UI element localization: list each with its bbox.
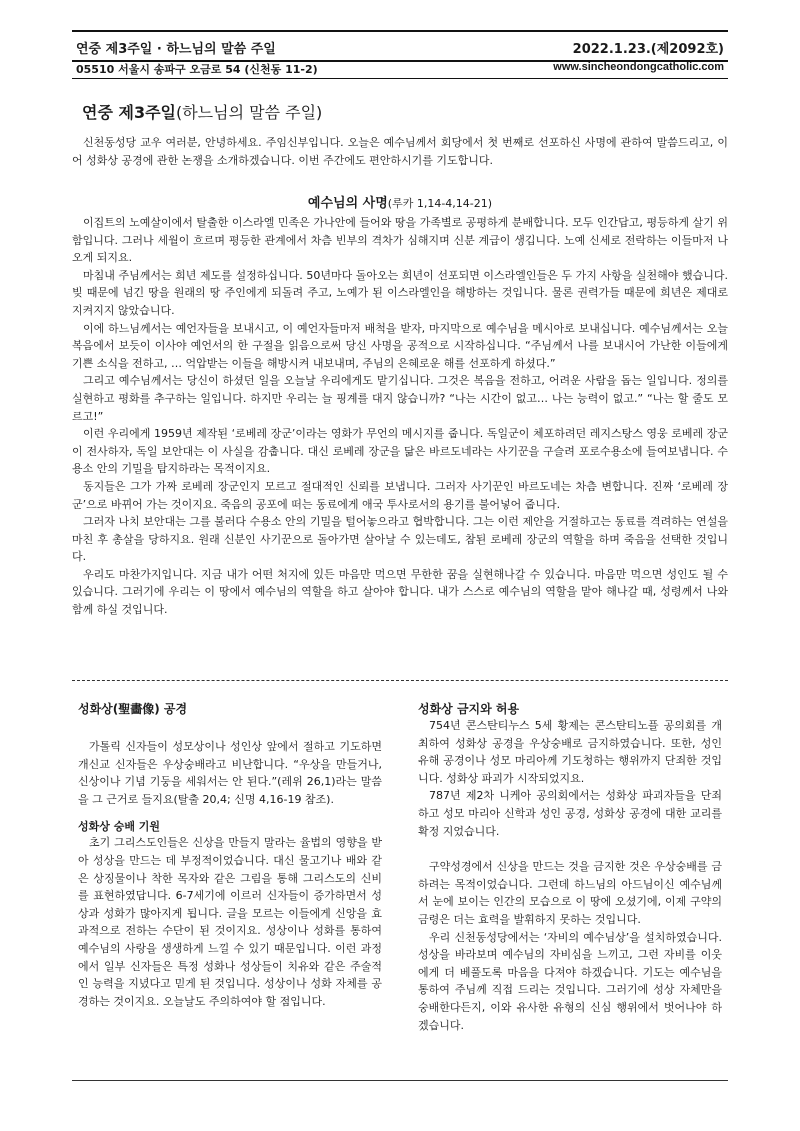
sermon-paragraph: 그리고 예수님께서는 당신이 하셨던 일을 오늘날 우리에게도 맡기십니다. 그것은 복음을 전하고, 어려운 사람을 돕는 일입니다. 정의를 실현하고 평화를 추구하는 일입니다. 하지만 우리는 늘 핑계를 대지 않습니까? “나는 시간이 없고… 나는 능력이 없고.” “나는 할 줄도 모르고!” — [72, 374, 728, 423]
icon-veneration-title: 성화상(聖畵像) 공경 — [78, 702, 188, 716]
sermon-paragraph: 이런 우리에게 1959년 제작된 ‘로베레 장군’이라는 영화가 무언의 메시지를 줍니다. 독일군이 체포하려던 레지스탕스 영웅 로베레 장군이 전사하자, 독일 보안대는 이 사실을 감춥니다. 대신 로베레 장군을 닮은 바르도네라는 사기꾼을 구슬려 포로수용소에 들여보냅니다. 수용소 안의 기밀을 탐지하라는 목적이지요. — [72, 427, 728, 476]
sermon-paragraph: 이에 하느님께서는 예언자들을 보내시고, 이 예언자들마저 배척을 받자, 마지막으로 예수님을 메시아로 보내십니다. 예수님께서는 오늘 복음에서 보듯이 이사야 예언서의 한 구절을 읽음으로써 당신 사명을 공적으로 시작하십니다. “주님께서 나를 보내시어 가난한 이들에게 기쁜 소식을 전하고, … 억압받는 이들을 해방시켜 내보내며, 주님의 은혜로운 해를 선포하게 하셨다.” — [72, 321, 728, 370]
icon-ban-paragraph: 구약성경에서 신상을 만드는 것을 금지한 것은 우상숭배를 금하려는 목적이었습니다. 그런데 하느님의 아드님이신 예수님께서 눈에 보이는 인간의 모습으로 이 땅에 오셨기에, 이제 구약의 금령은 더는 효력을 발휘하지 못하는 것입니다. — [418, 860, 722, 926]
page-title-sub: (하느님의 말씀 주일) — [175, 103, 323, 122]
icon-origin-body: 초기 그리스도인들은 신상을 만들지 말라는 율법의 영향을 받아 성상을 만드는 데 부정적이었습니다. 대신 물고기나 배와 같은 상징물이나 착한 목자와 같은 그림을 통해 그리스도의 신비를 표현하였답니다. 6-7세기에 이르러 신자들이 증가하면서 성상과 성화가 많아지게 됩니다. 글을 모르는 이들에게 신앙을 효과적으로 전하는 수단이 된 것이지요. 성상이나 성화를 통하여 예수님의 사랑을 생생하게 느낄 수 있기 때문입니다. 이런 과정에서 일부 신자들은 특정 성화나 성상들이 치유와 같은 주술적인 능력을 지녔다고 믿게 된 것입니다. 성상이나 성화 자체를 공경하는 것이지요. 오늘날도 주의하여야 할 점입니다. — [78, 836, 382, 1008]
sermon-body — [72, 214, 728, 619]
sermon-paragraph: 그러자 나치 보안대는 그를 불러다 수용소 안의 기밀을 털어놓으라고 협박합니다. 그는 이런 제안을 거절하고는 동료를 격려하는 연설을 마친 후 총살을 당하지요. 원래 신분인 사기꾼으로 돌아가면 살아날 수 있는데도, 참된 로베레 장군의 역할을 하며 죽음을 선택한 것입니다. — [72, 515, 728, 564]
bottom-rule — [72, 1080, 728, 1081]
header-date: 2022.1.23.(제2092호) — [572, 42, 724, 57]
icon-veneration-column — [78, 700, 382, 1010]
intro-paragraph: 신천동성당 교우 여러분, 안녕하세요. 주임신부입니다. 오늘은 예수님께서 회당에서 첫 번째로 선포하신 사명에 관하여 말씀드리고, 이어 성화상 공경에 관한 논쟁을 소개하겠습니다. 이번 주간에도 편안하시기를 기도합니다. — [72, 136, 728, 167]
sermon-paragraph: 우리도 마찬가지입니다. 지금 내가 어떤 처지에 있든 마음만 먹으면 무한한 꿈을 실현해나갈 수 있습니다. 마음만 먹으면 성인도 될 수 있습니다. 그러기에 우리는 이 땅에서 예수님의 역할을 하고 살아야 합니다. 내가 스스로 예수님의 역할을 맡아 해나갈 때, 성령께서 나와 함께 하실 것입니다. — [72, 567, 728, 617]
sermon-reference: (루카 1,14-4,14-21) — [387, 197, 493, 210]
header-issue-title: 연중 제3주일 · 하느님의 말씀 주일 — [76, 42, 276, 57]
icon-ban-paragraph: 우리 신천동성당에서는 ‘자비의 예수님상’을 설치하였습니다. 성상을 바라보며 예수님의 자비심을 느끼고, 그런 자비를 이웃에게 더 베풀도록 마음을 다져야 하겠습니다. 기도는 예수님을 통하여 주님께 직접 드리는 것입니다. 그러기에 성상 자체만을 숭배한다든지, 이와 유사한 유형의 신심 행위에서 벗어나야 하겠습니다. — [418, 930, 722, 1032]
page-title-main: 연중 제3주일 — [82, 103, 176, 122]
icon-ban-paragraph: 787년 제2차 니케아 공의회에서는 성화상 파괴자들을 단죄하고 성모 마리아 신학과 성인 공경, 성화상 공경에 대한 교리를 확정 지었습니다. — [418, 789, 722, 838]
page-title — [82, 100, 322, 123]
section-divider — [72, 680, 728, 681]
icon-ban-title: 성화상 금지와 허용 — [418, 702, 520, 716]
icon-ban-paragraph: 754년 콘스탄티누스 5세 황제는 콘스탄티노플 공의회를 개최하여 성화상 공경을 우상숭배로 금지하였습니다. 또한, 성인 유해 공경이나 성모 마리아께 기도청하는 행위까지 단죄한 것입니다. 성화상 파괴가 시작되었지요. — [418, 719, 722, 785]
sermon-paragraph: 이집트의 노예살이에서 탈출한 이스라엘 민족은 가나안에 들어와 땅을 가족별로 공평하게 분배합니다. 모두 인간답고, 평등하게 살기 위함입니다. 그러나 세월이 흐르며 평등한 관계에서 차츰 빈부의 격차가 심해지며 신분 계급이 생깁니다. 노예 신세로 전락하는 이들마저 나오게 되지요. — [72, 216, 728, 265]
sermon-paragraph: 동지들은 그가 가짜 로베레 장군인지 모르고 절대적인 신뢰를 보냅니다. 그러자 사기꾼인 바르도네는 차츰 변합니다. 진짜 ‘로베레 장군’으로 바뀌어 가는 것이지요. 죽음의 공포에 떠는 동료에게 애국 투사로서의 용기를 불어넣어 줍니다. — [72, 479, 728, 511]
icon-ban-column — [418, 700, 722, 1034]
sermon-paragraph: 마침내 주님께서는 희년 제도를 설정하십니다. 50년마다 돌아오는 희년이 선포되면 이스라엘인들은 두 가지 사항을 실천해야 했습니다. 빚 때문에 넘긴 땅을 원래의 땅 주인에게 되돌려 주고, 노예가 된 이스라엘인을 해방하는 것입니다. 물론 권력가들 때문에 희년은 제대로 지켜지지 않았습니다. — [72, 268, 728, 317]
sermon-heading — [0, 192, 800, 211]
header-address: 05510 서울시 송파구 오금로 54 (신천동 11-2) — [76, 63, 318, 76]
intro-section — [72, 134, 728, 169]
icon-origin-subtitle: 성화상 숭배 기원 — [78, 820, 161, 834]
sermon-title: 예수님의 사명 — [307, 196, 388, 211]
icon-veneration-intro: 가톨릭 신자들이 성모상이나 성인상 앞에서 절하고 기도하면 개신교 신자들은 우상숭배라고 비난합니다. “우상을 만들거나, 신상이나 기념 기둥을 세워서는 안 된다.”(레위 26,1)라는 말씀을 그 근거로 들지요(탈출 20,4; 신명 4,16-19 참조). — [78, 740, 382, 806]
header-address-bar — [72, 58, 728, 79]
header-website-link[interactable]: www.sincheondongcatholic.com — [553, 61, 724, 73]
